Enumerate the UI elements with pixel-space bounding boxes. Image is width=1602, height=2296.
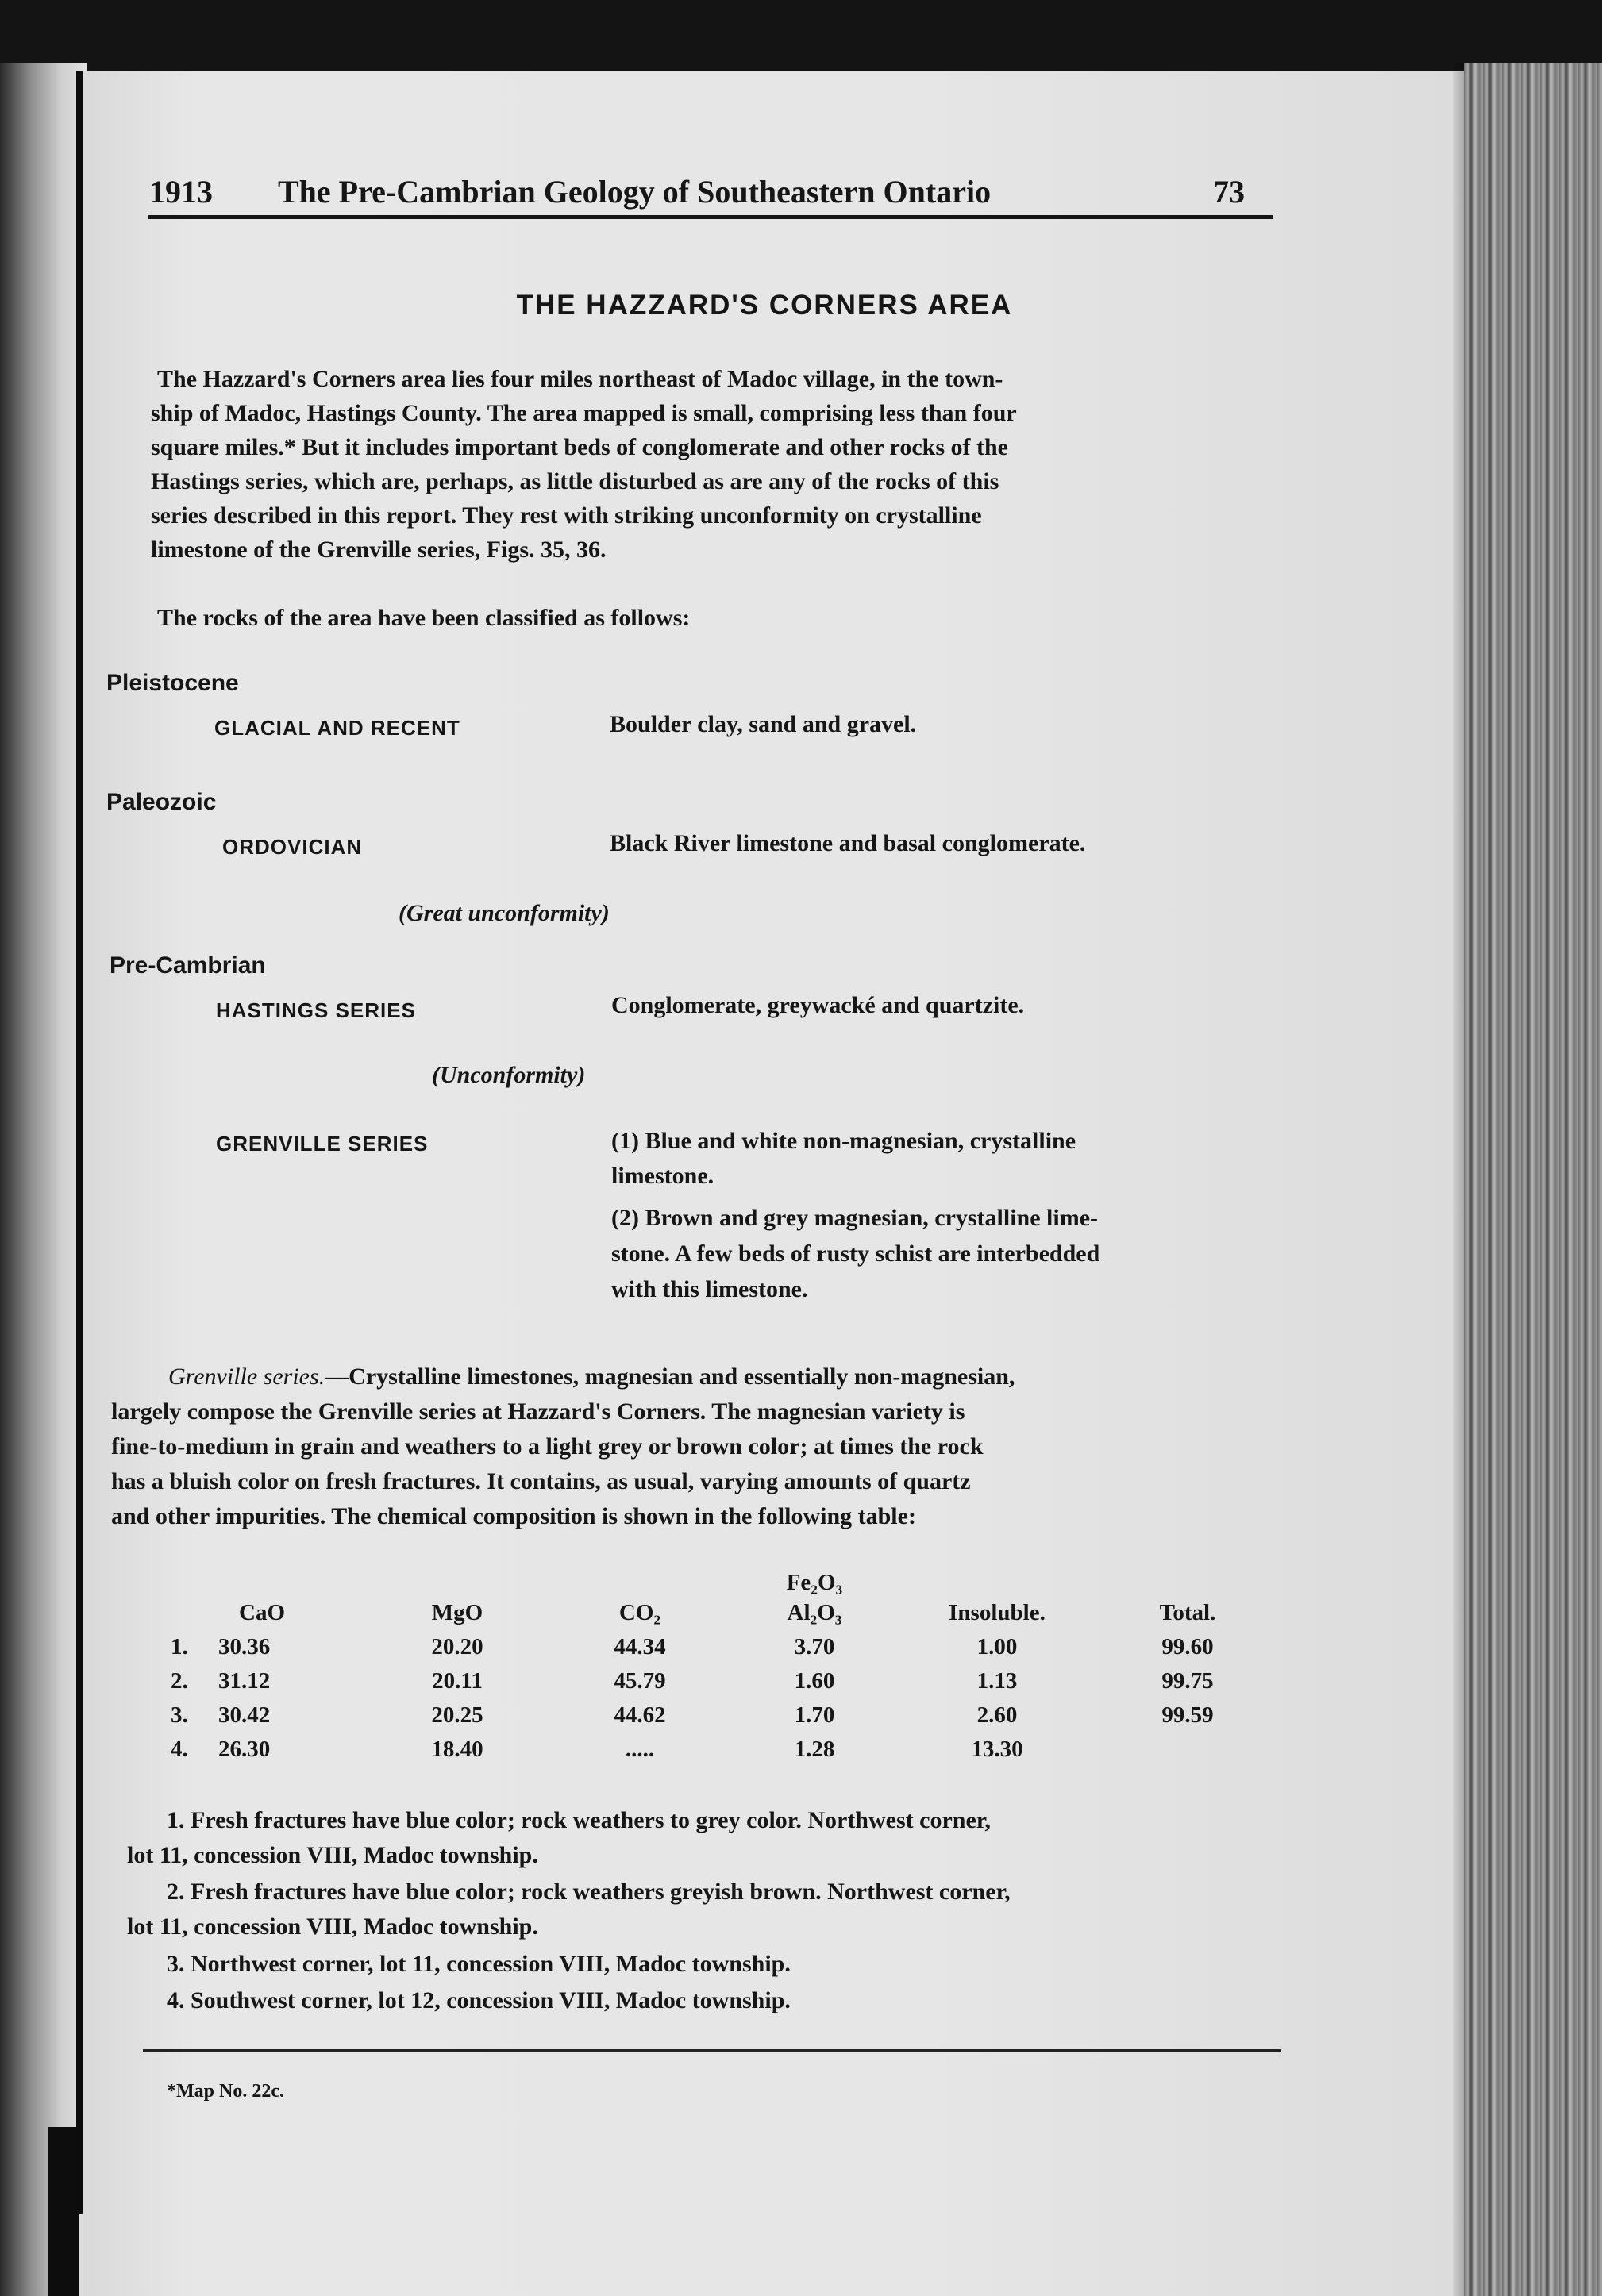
table-cell: 1. [171,1634,188,1660]
sample-note-4: 4. Southwest corner, lot 12, concession VIII, Madoc township. [167,1987,791,2013]
table-cell: 31.12 [218,1668,271,1694]
period-hastings: HASTINGS SERIES [216,998,416,1022]
table-header-cell: Al₂O₃ [787,1600,842,1625]
table-cell: 1.13 [976,1668,1018,1694]
running-head-title: The Pre-Cambrian Geology of Southeastern Ontario [278,174,992,210]
table-header-row [171,1596,1279,1630]
scan-page-stack-edge [1464,63,1602,2296]
sample-note-2 [127,1875,1011,1944]
intro-line: series described in this report. They rest with striking unconformity on crystalline [151,502,982,529]
table-cell: 44.34 [614,1634,666,1660]
table-cell: 30.42 [218,1702,271,1728]
period-ordovician: ORDOVICIAN [222,835,363,859]
table-cell: 3. [171,1702,188,1728]
section-title: THE HAZZARD'S CORNERS AREA [516,290,1013,321]
great-unconformity-note: (Great unconformity) [399,900,610,926]
desc-ordovician: Black River limestone and basal conglomerate. [610,830,1086,856]
desc-glacial: Boulder clay, sand and gravel. [610,711,917,737]
table-cell: 4. [171,1736,188,1762]
intro-line: Hastings series, which are, perhaps, as little disturbed as are any of the rocks of this [151,468,999,494]
table-cell: 3.70 [794,1634,835,1660]
intro-line: square miles.* But it includes important beds of conglomerate and other rocks of the [151,434,1008,460]
table-cell: 99.59 [1161,1702,1214,1728]
desc-line: stone. A few beds of rusty schist are interbedded [611,1240,1100,1267]
table-cell: 99.75 [1161,1668,1214,1694]
table-cell: 45.79 [614,1668,666,1694]
scan-left-binding [0,63,87,2296]
grenville-lead: Grenville series. [168,1363,325,1390]
sample-note-1 [127,1803,991,1873]
era-pleistocene: Pleistocene [106,670,239,696]
desc-line: with this limestone. [611,1276,808,1302]
intro-line: ship of Madoc, Hastings County. The area mapped is small, comprising less than four [151,400,1017,426]
footnote-rule [143,2049,1281,2052]
desc-grenville-1 [611,1124,1076,1194]
table-cell: 1.00 [976,1634,1018,1660]
era-precambrian: Pre-Cambrian [110,952,266,979]
table-row [171,1664,1279,1698]
desc-hastings: Conglomerate, greywacké and quartzite. [611,992,1025,1018]
table-cell [1096,1733,1279,1767]
note-line: 2. Fresh fractures have blue color; rock weathers greyish brown. Northwest corner, [167,1879,1011,1905]
table-cell: 1.28 [794,1736,835,1762]
table-cell: 18.40 [431,1736,483,1762]
running-head-year: 1913 [149,174,213,210]
table-cell: 2. [171,1668,188,1694]
grenville-first-line [111,1360,1015,1394]
table-header-cell [171,1596,218,1630]
table-cell: 20.20 [431,1634,483,1660]
note-line: 1. Fresh fractures have blue color; rock weathers to grey color. Northwest corner, [167,1807,991,1833]
table-fe-row [171,1562,1279,1596]
running-head-rule [148,215,1273,219]
table-cell: 13.30 [971,1736,1023,1762]
table-row [171,1733,1279,1767]
desc-grenville-2 [611,1200,1099,1307]
grenville-first-line-rest: —Crystalline limestones, magnesian and essentially non-magnesian, [325,1363,1015,1390]
header-fe2o3: Fe₂O₃ [786,1570,843,1595]
scan-top-margin [0,0,1602,75]
page-left-shadow-line [76,71,83,2214]
note-line: lot 11, concession VIII, Madoc township. [127,1842,538,1868]
table-header-cell: CaO [239,1600,285,1625]
intro-paragraph [151,362,1017,567]
table-cell: 99.60 [1161,1634,1214,1660]
desc-line: (1) Blue and white non-magnesian, crystalline [611,1128,1076,1154]
table-cell: 26.30 [218,1736,271,1762]
table-header-cell: MgO [431,1600,483,1625]
table-header-cell: Insoluble. [949,1600,1046,1625]
intro-line: limestone of the Grenville series, Figs. 35, 36. [151,537,607,563]
table-cell: 2.60 [976,1702,1018,1728]
period-grenville: GRENVILLE SERIES [216,1132,429,1156]
table-cell: 20.11 [432,1668,483,1694]
table-row [171,1630,1279,1664]
period-glacial: GLACIAL AND RECENT [214,716,460,740]
grenville-line: fine-to-medium in grain and weathers to a light grey or brown color; at times the rock [111,1433,984,1460]
footnote: *Map No. 22c. [167,2081,284,2102]
desc-line: (2) Brown and grey magnesian, crystalline lime- [611,1205,1099,1231]
era-paleozoic: Paleozoic [106,789,217,815]
chemical-composition-table [171,1562,1279,1767]
grenville-line: has a bluish color on fresh fractures. It contains, as usual, varying amounts of quartz [111,1468,971,1494]
sample-note-3: 3. Northwest corner, lot 11, concession VIII, Madoc township. [167,1951,791,1977]
table-cell: 30.36 [218,1634,271,1660]
desc-line: limestone. [611,1163,714,1189]
table-cell: ..... [625,1736,655,1762]
classification-intro: The rocks of the area have been classified as follows: [157,605,691,631]
table-cell: 44.62 [614,1702,666,1728]
table-header-cell: CO₂ [618,1600,661,1625]
grenville-paragraph [111,1360,1015,1534]
table-cell: 20.25 [431,1702,483,1728]
page-number: 73 [1213,174,1245,210]
grenville-line: and other impurities. The chemical composition is shown in the following table: [111,1503,916,1529]
table-header-cell: Total. [1159,1600,1216,1625]
scan-corner-notch [48,2127,79,2296]
intro-line: The Hazzard's Corners area lies four miles northeast of Madoc village, in the town- [157,366,1003,392]
grenville-line: largely compose the Grenville series at Hazzard's Corners. The magnesian variety is [111,1398,965,1425]
note-line: lot 11, concession VIII, Madoc township. [127,1913,538,1940]
table-cell: 1.60 [794,1668,835,1694]
table-row [171,1698,1279,1733]
unconformity-note: (Unconformity) [432,1062,586,1088]
table-cell: 1.70 [794,1702,835,1728]
